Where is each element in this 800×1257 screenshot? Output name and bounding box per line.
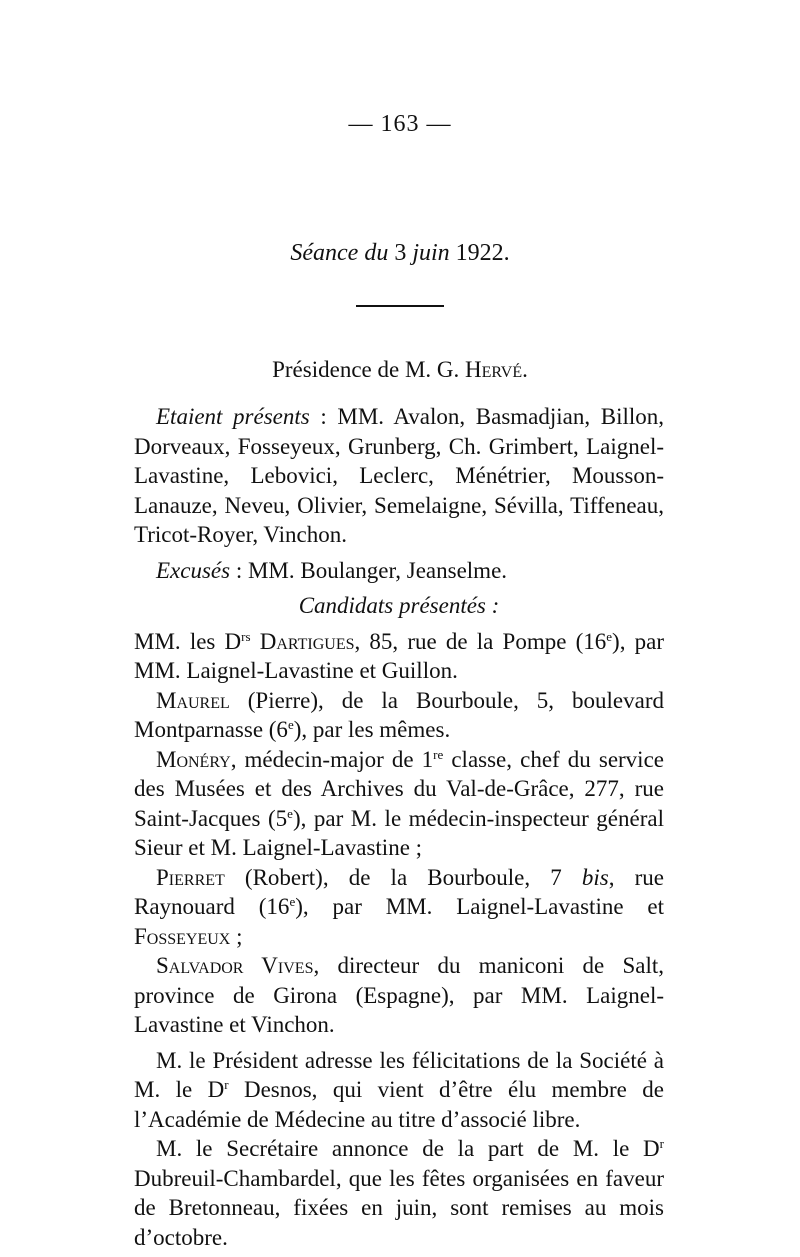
candidate-text: ), par MM. Laignel-Lavastine et <box>295 894 664 919</box>
attendees-list: : MM. Avalon, Basmadjian, Billon, Dorveaux, Fosseyeux, Grunberg, Ch. Grimbert, Laignel-Lavastine, Lebovici, Leclerc, Ménétrier, Mousson-Lanauze, Neveu, Olivier, Semelaigne, Sévilla, Tiffeneau, Tricot-Royer, Vinchon. <box>134 404 664 547</box>
announcement-paragraph <box>134 1046 664 1135</box>
candidate-entry <box>134 745 664 863</box>
candidate-text: , rue Raynouard (16 <box>134 864 664 919</box>
title-day: 3 <box>394 240 407 266</box>
sponsor-name: Fosseyeux <box>134 923 231 949</box>
announcement-paragraph <box>134 1134 664 1252</box>
paragraph-text: Desnos, qui vient d’être élu membre de l’Académie de Médecine au titre d’associé libre. <box>134 1077 664 1132</box>
superscript: e <box>289 894 296 909</box>
section-divider <box>356 305 444 307</box>
excused-paragraph <box>134 556 664 586</box>
presidence-suffix: . <box>522 357 528 382</box>
candidate-text: ), par les mêmes. <box>293 717 451 742</box>
candidate-text: classe, chef du service des Musées et des Archives du Val-de-Grâce, 277, rue Saint-Jacques (5 <box>134 746 664 831</box>
superscript: e <box>287 717 294 732</box>
candidate-text: (Robert), de la Bourboule, 7 <box>224 864 582 890</box>
candidate-name: Monéry <box>156 746 231 772</box>
title-seance: Séance <box>290 240 359 266</box>
candidate-text: ), par M. le médecin-inspecteur général Sieur et M. Laignel-Lavastine ; <box>134 805 664 860</box>
candidate-text: ), par MM. Laignel-Lavastine et Guillon. <box>134 628 664 683</box>
candidate-text: , 85, rue de la Pompe (16 <box>354 628 607 654</box>
document-body <box>134 402 664 1252</box>
superscript: e <box>606 628 613 644</box>
paragraph-text: M. le Président adresse les félicitations de la Société à M. le D <box>134 1047 664 1102</box>
candidate-name: Salvador Vives <box>156 953 314 978</box>
candidate-entry <box>134 863 664 952</box>
title-du: du <box>358 240 395 266</box>
candidate-italic: bis <box>581 864 609 890</box>
attendees-paragraph <box>134 402 664 550</box>
candidate-text: , directeur du maniconi de Salt, province de Girona (Espagne), par MM. Laignel-Lavastine et Vinchon. <box>134 953 664 1037</box>
presidence-line <box>0 357 800 383</box>
president-name: Hervé <box>465 357 523 382</box>
candidate-text: , médecin-major de 1 <box>230 746 434 772</box>
title-year: 1922. <box>455 240 510 266</box>
paragraph-text: M. le Secrétaire annonce de la part de M. le D <box>156 1136 660 1161</box>
candidate-text: (Pierre), de la Bourboule, 5, boulevard Montparnasse (6 <box>134 687 664 742</box>
candidate-name: Pierret <box>156 864 225 890</box>
candidate-text: ; <box>230 923 243 949</box>
candidates-heading: Candidats présentés : <box>298 593 500 618</box>
superscript: e <box>287 805 293 821</box>
superscript: re <box>433 746 444 762</box>
superscript: rs <box>241 628 251 644</box>
candidate-name: Dartigues <box>250 628 355 654</box>
presidence-prefix: Présidence de M. G. <box>272 357 466 382</box>
excused-label: Excusés <box>156 557 231 583</box>
candidate-entry <box>134 951 664 1040</box>
attendees-label: Etaient présents <box>156 404 310 429</box>
candidate-prefix: MM. les D <box>134 628 242 654</box>
superscript: r <box>659 1136 664 1151</box>
session-title <box>0 240 800 267</box>
excused-list: : MM. Boulanger, Jeanselme. <box>230 557 508 583</box>
candidate-entry <box>134 686 664 745</box>
candidate-name: Maurel <box>156 687 230 713</box>
page-number: — 163 — <box>348 111 452 137</box>
candidate-entry <box>134 627 664 686</box>
paragraph-text: Dubreuil-Chambardel, que les fêtes organisées en faveur de Bretonneau, fixées en juin, sont remises au mois d’octobre. <box>134 1165 664 1250</box>
title-month: juin <box>406 240 456 266</box>
superscript: r <box>224 1077 229 1092</box>
